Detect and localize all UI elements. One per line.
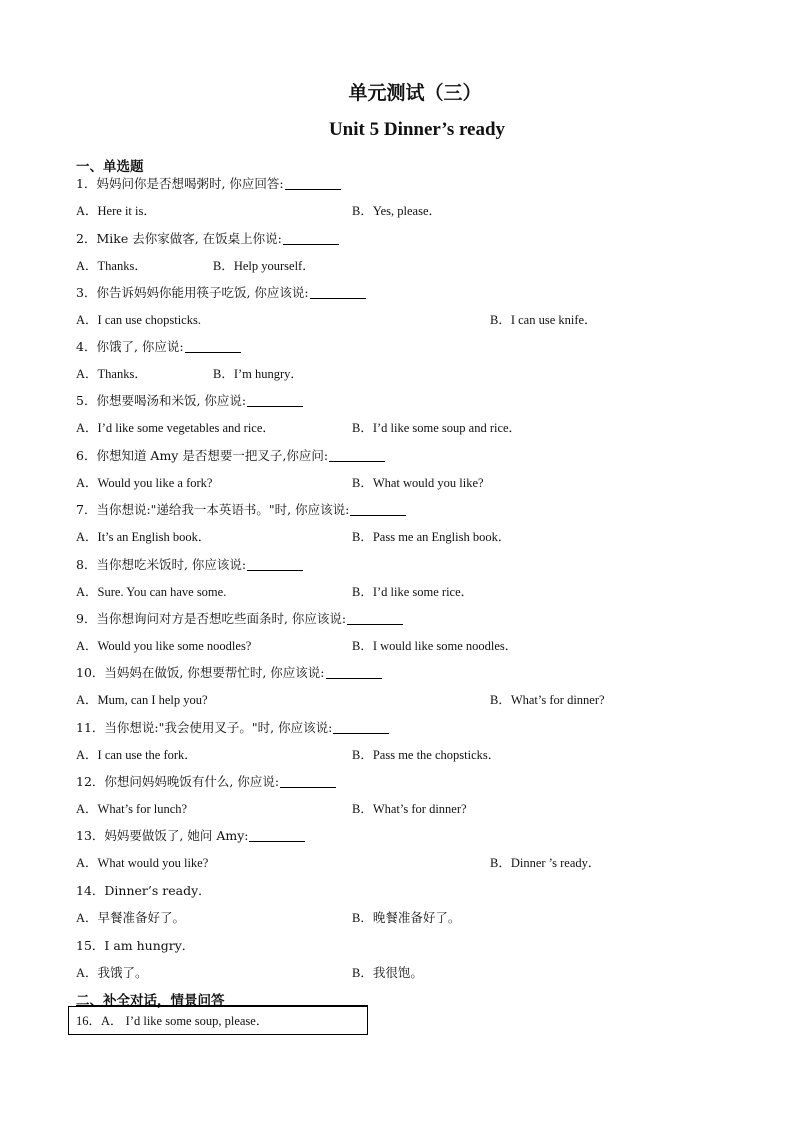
page-subtitle: Unit 5 Dinner’s ready xyxy=(328,119,506,140)
option-b[interactable]: B．I’d like some soup and rice． xyxy=(352,421,522,435)
question-text: 2．Mike 去你家做客, 在饭桌上你说: xyxy=(76,231,282,246)
question-16-text: 16．A． I’d like some soup, please． xyxy=(76,1014,269,1028)
option-a[interactable]: A．Thanks． xyxy=(76,259,147,273)
question-3-stem xyxy=(76,283,366,301)
option-b[interactable]: B．Pass me an English book． xyxy=(352,530,511,544)
answer-blank[interactable] xyxy=(285,188,341,190)
question-7-stem xyxy=(76,500,406,518)
question-2-stem xyxy=(76,229,339,247)
option-a[interactable]: A．Thanks． xyxy=(76,367,147,381)
answer-blank[interactable] xyxy=(247,569,303,571)
page-title: 单元测试（三） xyxy=(348,82,482,104)
question-14-stem xyxy=(76,881,211,899)
question-6-stem xyxy=(76,446,385,464)
question-10-stem xyxy=(76,663,382,681)
option-b[interactable]: B．What would you like? xyxy=(352,476,484,490)
answer-box xyxy=(68,1006,368,1035)
option-b[interactable]: B．我很饱。 xyxy=(352,966,423,980)
answer-blank[interactable] xyxy=(329,460,385,462)
question-text: 5．你想要喝汤和米饭, 你应说: xyxy=(76,393,247,408)
option-a[interactable]: A．What’s for lunch? xyxy=(76,802,188,816)
option-b[interactable]: B．Yes, please． xyxy=(352,204,442,218)
answer-blank[interactable] xyxy=(350,514,406,516)
question-text: 15．I am hungry． xyxy=(76,938,195,953)
answer-blank[interactable] xyxy=(310,297,366,299)
question-text: 13．妈妈要做饭了, 她问 Amy: xyxy=(76,828,249,843)
question-5-stem xyxy=(76,391,303,409)
answer-blank[interactable] xyxy=(347,623,403,625)
question-12-stem xyxy=(76,772,336,790)
option-b[interactable]: B．I can use knife． xyxy=(490,313,597,327)
question-text: 12．你想问妈妈晚饭有什么, 你应说: xyxy=(76,774,280,789)
option-a[interactable]: A．早餐准备好了。 xyxy=(76,911,186,925)
option-a[interactable]: A．I can use the fork． xyxy=(76,748,197,762)
question-text: 10．当妈妈在做饭, 你想要帮忙时, 你应该说: xyxy=(76,665,325,680)
answer-blank[interactable] xyxy=(326,677,382,679)
option-a[interactable]: A．It’s an English book． xyxy=(76,530,211,544)
question-1-stem xyxy=(76,174,341,192)
question-11-stem xyxy=(76,718,389,736)
answer-blank[interactable] xyxy=(185,351,241,353)
option-b[interactable]: B．晚餐准备好了。 xyxy=(352,911,461,925)
option-b[interactable]: B．I’d like some rice． xyxy=(352,585,474,599)
question-text: 11．当你想说:"我会使用叉子。"时, 你应该说: xyxy=(76,720,333,735)
question-text: 14．Dinner’s ready． xyxy=(76,883,211,898)
question-text: 7．当你想说:"递给我一本英语书。"时, 你应该说: xyxy=(76,502,350,517)
option-b[interactable]: B．What’s for dinner? xyxy=(490,693,605,707)
option-a[interactable]: A．我饿了。 xyxy=(76,966,148,980)
option-a[interactable]: A．What would you like? xyxy=(76,856,209,870)
question-13-stem xyxy=(76,826,305,844)
section-heading-single-choice: 一、单选题 xyxy=(76,159,144,175)
answer-blank[interactable] xyxy=(333,732,389,734)
option-a[interactable]: A．I can use chopsticks. xyxy=(76,313,201,327)
question-text: 3．你告诉妈妈你能用筷子吃饭, 你应该说: xyxy=(76,285,309,300)
question-text: 4．你饿了, 你应说: xyxy=(76,339,184,354)
option-b[interactable]: B．I would like some noodles． xyxy=(352,639,518,653)
answer-blank[interactable] xyxy=(283,243,339,245)
option-a[interactable]: A．Mum, can I help you? xyxy=(76,693,208,707)
answer-blank[interactable] xyxy=(280,786,336,788)
question-text: 9．当你想询问对方是否想吃些面条时, 你应该说: xyxy=(76,611,347,626)
question-8-stem xyxy=(76,555,303,573)
option-a[interactable]: A．Here it is． xyxy=(76,204,156,218)
option-a[interactable]: A．I’d like some vegetables and rice． xyxy=(76,421,275,435)
question-4-stem xyxy=(76,337,241,355)
option-a[interactable]: A．Sure. You can have some. xyxy=(76,585,227,599)
option-a[interactable]: A．Would you like a fork? xyxy=(76,476,213,490)
question-text: 1．妈妈问你是否想喝粥时, 你应回答: xyxy=(76,176,284,191)
option-b[interactable]: B．What’s for dinner? xyxy=(352,802,467,816)
option-b[interactable]: B．Dinner ’s ready． xyxy=(490,856,601,870)
option-b[interactable]: B．Help yourself． xyxy=(213,259,315,273)
answer-blank[interactable] xyxy=(247,405,303,407)
question-9-stem xyxy=(76,609,403,627)
option-b[interactable]: B．Pass me the chopsticks． xyxy=(352,748,501,762)
option-b[interactable]: B．I’m hungry． xyxy=(213,367,303,381)
question-15-stem xyxy=(76,936,194,954)
question-text: 8．当你想吃米饭时, 你应该说: xyxy=(76,557,247,572)
answer-blank[interactable] xyxy=(249,840,305,842)
question-text: 6．你想知道 Amy 是否想要一把叉子,你应问: xyxy=(76,448,329,463)
option-a[interactable]: A．Would you like some noodles? xyxy=(76,639,252,653)
section-heading-dialogue: 二、补全对话，情景问答 xyxy=(76,993,225,1009)
